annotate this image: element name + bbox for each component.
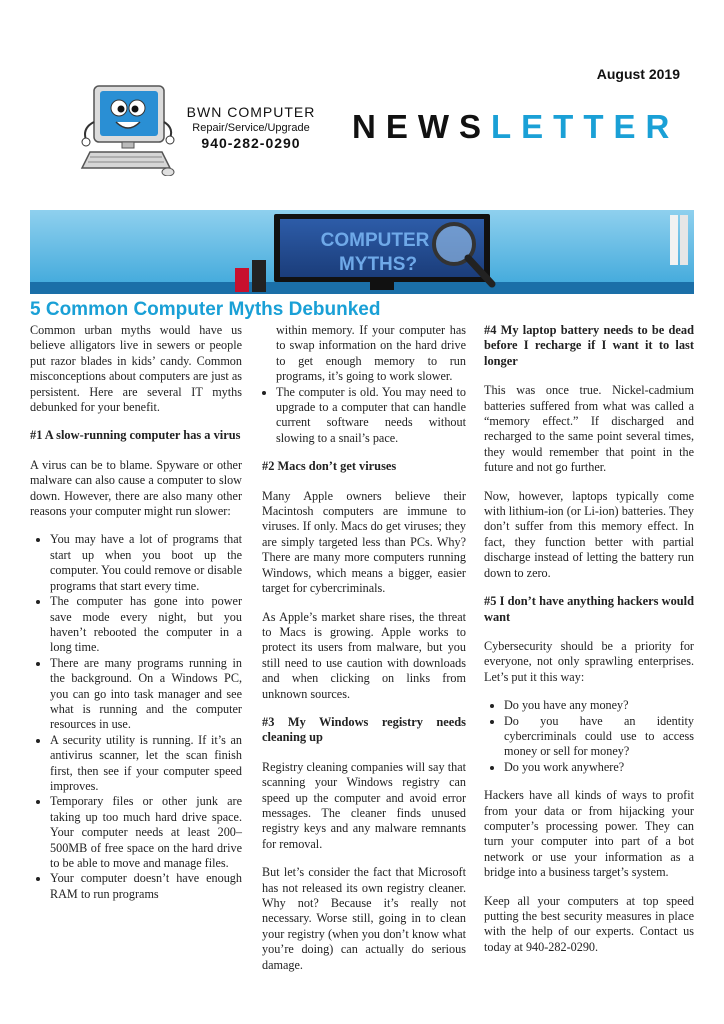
banner-text-computer: COMPUTER [320,230,430,251]
article-headline: 5 Common Computer Myths Debunked [30,299,381,320]
company-name: BWN COMPUTER [186,104,316,120]
list-item: • There are many programs running in the background. On a Windows PC, you can go into task manager and see what is running and the computer resources in use. [50,656,242,733]
myth-5-paragraph-1: Cybersecurity should be a priority for everyone, not only sprawling enterprises. Let’s put it this way: [484,638,694,684]
myth-5-heading: #5 I don’t have anything hackers would want [484,594,694,624]
myth-1-list-continuation: within memory. If your computer has to swap information on the hard drive to get enough memory to run programs, it’s going to work slower. [276,323,466,384]
myth-1-reasons-list [30,532,242,902]
newsletter-date: August 2019 [596,66,680,82]
list-item: • The computer has gone into power save mode every night, but you haven’t rebooted the computer in a long time. [50,594,242,656]
newsletter-title [352,108,679,146]
myth-3-paragraph-2: But let’s consider the fact that Microsoft has not released its own registry cleaner. Why not? Because it’s really not necessary. Worse still, going in to clean your registry (when you don’t know what you’re doing) can actually do serious damage. [262,865,466,972]
article-column-2 [262,323,466,986]
list-item: • Do you have any money? [504,698,694,713]
list-item: • Your computer doesn’t have enough RAM to run programs [50,871,242,902]
computer-myths-banner [30,210,694,294]
list-item: • You may have a lot of programs that start up when you boot up the computer. You could remove or disable programs that start every time. [50,532,242,594]
newsletter-title-letter: LETTER [491,108,680,145]
myth-4-paragraph-1: This was once true. Nickel-cadmium batteries suffered from what was called a “memory effect.” If discharged and recharged to the same point several times, they would remember that point in the future and not go further. [484,383,694,475]
company-phone: 940-282-0290 [201,135,301,151]
myth-2-heading: #2 Macs don’t get viruses [262,459,397,474]
banner-text-myths: MYTHS? [338,254,418,275]
myth-2-paragraph-2: As Apple’s market share rises, the threat to Macs is growing. Apple works to protect its users from malware, but you still need to use caution with downloads and when clicking on links from unknown sources. [262,609,466,701]
company-tagline: Repair/Service/Upgrade [192,122,310,134]
myth-1-heading: #1 A slow-running computer has a virus [30,428,241,443]
list-item: • Do you work anywhere? [504,760,694,775]
list-item: • A security utility is running. If it’s an antivirus scanner, let the scan finish first, then see if your computer speed improves. [50,733,242,795]
myth-5-paragraph-2: Hackers have all kinds of ways to profit from your data or from hijacking your computer’s processing power. They can turn your computer into part of a bot network or use your information as a bridge into a business target’s system. [484,788,694,880]
myth-4-heading: #4 My laptop battery needs to be dead before I recharge if I want it to last longer [484,323,694,368]
myth-1-paragraph: A virus can be to blame. Spyware or other malware can also cause a computer to slow down. However, there are also many other reasons your computer might run slower: [30,457,242,519]
myth-3-paragraph-1: Registry cleaning companies will say that scanning your Windows registry can speed up the computer and avoid error messages. The cleaner finds unused registry keys and any malware remnants for removal. [262,759,466,851]
list-item: • Temporary files or other junk are taking up too much hard drive space. Your computer needs at least 200–500MB of free space on the hard drive to be able to move and manage files. [50,794,242,871]
myth-5-paragraph-3: Keep all your computers at top speed putting the best security measures in place with the help of our experts. Contact us today at 940-282-0290. [484,893,694,954]
list-item: • Do you have an identity cybercriminals could use to access money or sell for money? [504,714,694,760]
newsletter-title-news: NEWS [352,108,491,145]
computer-mascot-logo [76,82,176,176]
company-brand [186,104,316,151]
myth-3-heading: #3 My Windows registry needs cleaning up [262,714,466,745]
article-column-3 [484,323,694,968]
article-intro: Common urban myths would have us believe alligators live in sewers or people put razor blades in kids’ candy. Common misconceptions about computers are just as persistent. Here are several IT myths debunked for your benefit. [30,323,242,415]
myth-5-questions-list [484,698,694,775]
list-item: • The computer is old. You may need to upgrade to a computer that can handle current software needs without slowing to a snail’s pace. [276,385,466,447]
article-column-1 [30,323,242,915]
myth-2-paragraph-1: Many Apple owners believe their Macintosh computers are immune to viruses. If only. Macs do get viruses; they are simply targeted less than PCs. Why? There are many more computers running Windows, which means a bigger, easier target for cybercriminals. [262,488,466,596]
myth-4-paragraph-2: Now, however, laptops typically come with lithium-ion (or Li-ion) batteries. They don’t suffer from this memory effect. In fact, they function better with partial discharge instead of letting the battery run down to zero. [484,488,694,580]
myth-1-reasons-list-continued [262,385,466,447]
